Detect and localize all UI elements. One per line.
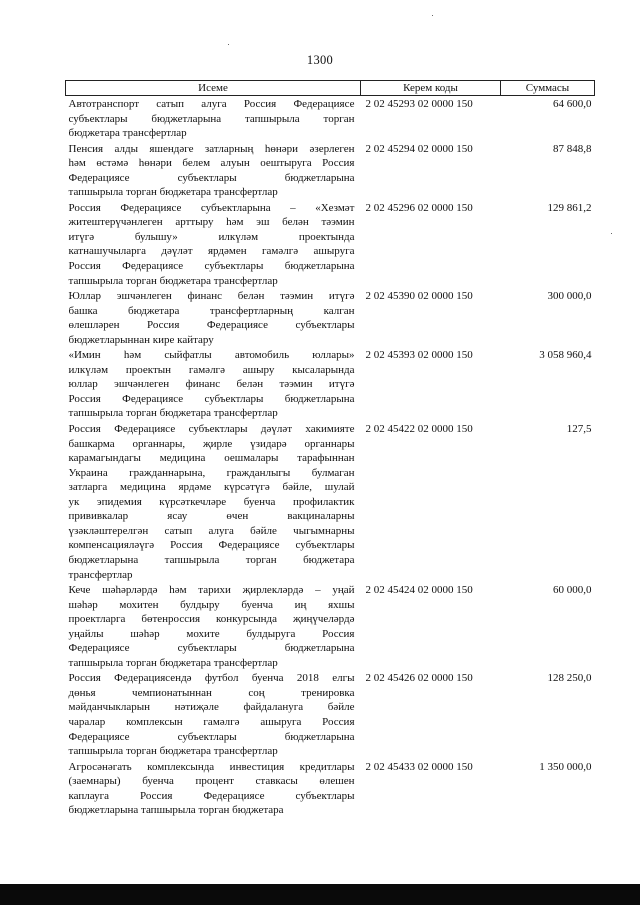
row-name-line: Кече шәһәрләрдә һәм тарихи җирлекләрдә – уңай xyxy=(68,584,355,597)
row-name-line: субъектлары бюджетларына тапшырыла торган xyxy=(68,112,355,125)
row-amount: 300 000,0 xyxy=(547,290,592,303)
row-name-line: өлешләрен Россия Федерациясе субъектлары xyxy=(68,319,355,332)
row-name-line: житештерүчәнлеген арттыру һәм эш белән тәэмин xyxy=(68,216,355,229)
table-row xyxy=(66,421,595,582)
table-row xyxy=(66,200,595,288)
row-name xyxy=(66,347,361,421)
row-name-line: Россия Федерациясе субъектларына – «Хезмәт xyxy=(68,201,355,214)
row-code: 2 02 45294 02 0000 150 xyxy=(365,142,473,155)
row-name-line: үзәкләштерелгән сатып алуга бәйле чыгымнарны xyxy=(68,524,355,537)
table-header xyxy=(66,81,595,96)
row-name-line: башкарма органнары, җирле үзидарә органнары xyxy=(68,437,355,450)
row-name-line: Агросәнәгать комплексында инвестиция кредитлары xyxy=(68,760,355,773)
row-name-line: проектларга бөтенроссия конкурсында җиңүчеләрдә xyxy=(68,613,355,626)
scan-bottom-edge xyxy=(0,884,640,905)
row-amount: 87 848,8 xyxy=(553,142,592,155)
row-name-line: чаралар комплексын гамәлгә ашыруга Россия xyxy=(68,715,355,728)
row-name-line: Федерациясе субъектлары бюджетларына xyxy=(68,642,355,655)
row-name-line: тапшырыла торган бюджетара трансфертлар xyxy=(68,186,278,199)
row-name-line: дөнья чемпионатыннан соң тренировка xyxy=(68,686,355,699)
row-name-line: Федерациясе субъектлары бюджетларына xyxy=(68,730,355,743)
row-name-line: тапшырыла торган бюджетара трансфертлар xyxy=(68,274,278,287)
table-row xyxy=(66,347,595,421)
row-name-line: башка бюджетара трансфертларның калган xyxy=(68,304,355,317)
row-name-line: каплауга Россия Федерациясе субъектлары xyxy=(68,789,355,802)
scan-speck xyxy=(432,15,433,16)
row-amount: 129 861,2 xyxy=(547,201,592,214)
row-code: 2 02 45393 02 0000 150 xyxy=(365,349,473,362)
row-name xyxy=(66,421,361,582)
row-name-line: прививкалар ясау өчен вакциналарны xyxy=(68,510,355,523)
budget-table xyxy=(65,80,595,818)
row-code: 2 02 45296 02 0000 150 xyxy=(365,201,473,214)
row-name-line: бюджетларына тапшырыла торган бюджетара xyxy=(68,804,284,817)
row-name-line: уңайлы шәһәр мохите булдыруга Россия xyxy=(68,627,355,640)
row-name-line: ук эпидемия күрсәткечләре буенча профилактик xyxy=(68,495,355,508)
row-name-line: Автотранспорт сатып алуга Россия Федерациясе xyxy=(68,98,355,110)
row-name xyxy=(66,288,361,347)
row-name-line: Россия Федерациясе субъектлары дәүләт хакимияте xyxy=(68,423,355,436)
row-name xyxy=(66,759,361,818)
scan-speck xyxy=(611,233,612,234)
row-code: 2 02 45422 02 0000 150 xyxy=(365,423,473,436)
scan-speck xyxy=(228,44,229,45)
row-code: 2 02 45426 02 0000 150 xyxy=(365,672,473,685)
row-name-line: тапшырыла торган бюджетара трансфертлар xyxy=(68,745,278,758)
row-name-line: һәм өстәмә һөнәри белем алуын оештыруга Россия xyxy=(68,157,355,170)
table-row xyxy=(66,141,595,200)
row-name-line: илкүләм проектын гамәлгә ашыру кысаларында xyxy=(68,363,355,376)
row-name-line: бюджетара трансфертлар xyxy=(68,127,187,140)
row-amount: 1 350 000,0 xyxy=(539,760,592,773)
row-name-line: шәһәр мохитен булдыру буенча иң яхшы xyxy=(68,598,355,611)
row-amount: 127,5 xyxy=(566,423,592,436)
row-amount: 64 600,0 xyxy=(553,98,592,110)
table-row xyxy=(66,96,595,141)
row-name-line: Россия Федерациясе субъектлары бюджетларына xyxy=(68,392,355,405)
table-body xyxy=(66,96,595,818)
row-name-line: «Имин һәм сыйфатлы автомобиль юллары» xyxy=(68,349,355,362)
row-code: 2 02 45424 02 0000 150 xyxy=(365,584,473,597)
row-name-line: юллар эшчәнлеген финанс белән тәэмин итүгә xyxy=(68,378,355,391)
row-amount: 3 058 960,4 xyxy=(539,349,592,362)
row-name-line: компенсацияләүгә Россия Федерациясе субъектлары xyxy=(68,539,355,552)
row-name-line: Юллар эшчәнлеген финанс белән тәэмин итүгә xyxy=(68,290,355,303)
column-header-name: Исеме xyxy=(66,81,361,96)
row-name-line: карамагындагы медицина оешмалары тарафыннан xyxy=(68,452,355,465)
row-name-line: трансфертлар xyxy=(68,568,133,581)
row-name-line: итүгә булышу» илкүләм проектында xyxy=(68,230,355,243)
row-code: 2 02 45293 02 0000 150 xyxy=(365,98,473,110)
row-name-line: бюджетларыннан кире кайтару xyxy=(68,333,214,346)
row-code: 2 02 45433 02 0000 150 xyxy=(365,760,473,773)
column-header-amount: Суммасы xyxy=(501,81,595,96)
row-name-line: мәйданчыкларын нәтиҗәле файдалануга бәйле xyxy=(68,701,355,714)
row-name-line: тапшырыла торган бюджетара трансфертлар xyxy=(68,407,278,420)
row-name xyxy=(66,200,361,288)
row-name-line: (заемнары) буенча процент ставкасы өлешен xyxy=(68,775,355,788)
row-amount: 60 000,0 xyxy=(553,584,592,597)
column-header-code: Керем коды xyxy=(361,81,501,96)
row-name-line: Россия Федерациясендә футбол буенча 2018 елгы xyxy=(68,672,355,685)
row-amount: 128 250,0 xyxy=(547,672,592,685)
row-name-line: Россия Федерациясе субъектлары бюджетларына xyxy=(68,260,355,273)
row-name-line: тапшырыла торган бюджетара трансфертлар xyxy=(68,656,278,669)
row-name xyxy=(66,96,361,141)
table-row xyxy=(66,670,595,758)
table-row xyxy=(66,759,595,818)
table-row xyxy=(66,582,595,670)
table-row xyxy=(66,288,595,347)
row-name xyxy=(66,670,361,758)
row-code: 2 02 45390 02 0000 150 xyxy=(365,290,473,303)
row-name-line: катнашучыларга дәүләт ярдәмен гамәлгә ашыруга xyxy=(68,245,355,258)
row-name-line: Федерациясе субъектлары бюджетларына xyxy=(68,171,355,184)
row-name-line: Украина гражданнарына, гражданлыгы булмаган xyxy=(68,466,355,479)
row-name-line: Пенсия алды яшендәге затларның һөнәри әзерлеген xyxy=(68,142,355,155)
row-name-line: бюджетларына тапшырыла торган бюджетара xyxy=(68,553,355,566)
row-name xyxy=(66,582,361,670)
page-number: 1300 xyxy=(306,53,334,67)
row-name xyxy=(66,141,361,200)
row-name-line: затларга медицина ярдәме күрсәтүгә бәйле, шулай xyxy=(68,481,355,494)
